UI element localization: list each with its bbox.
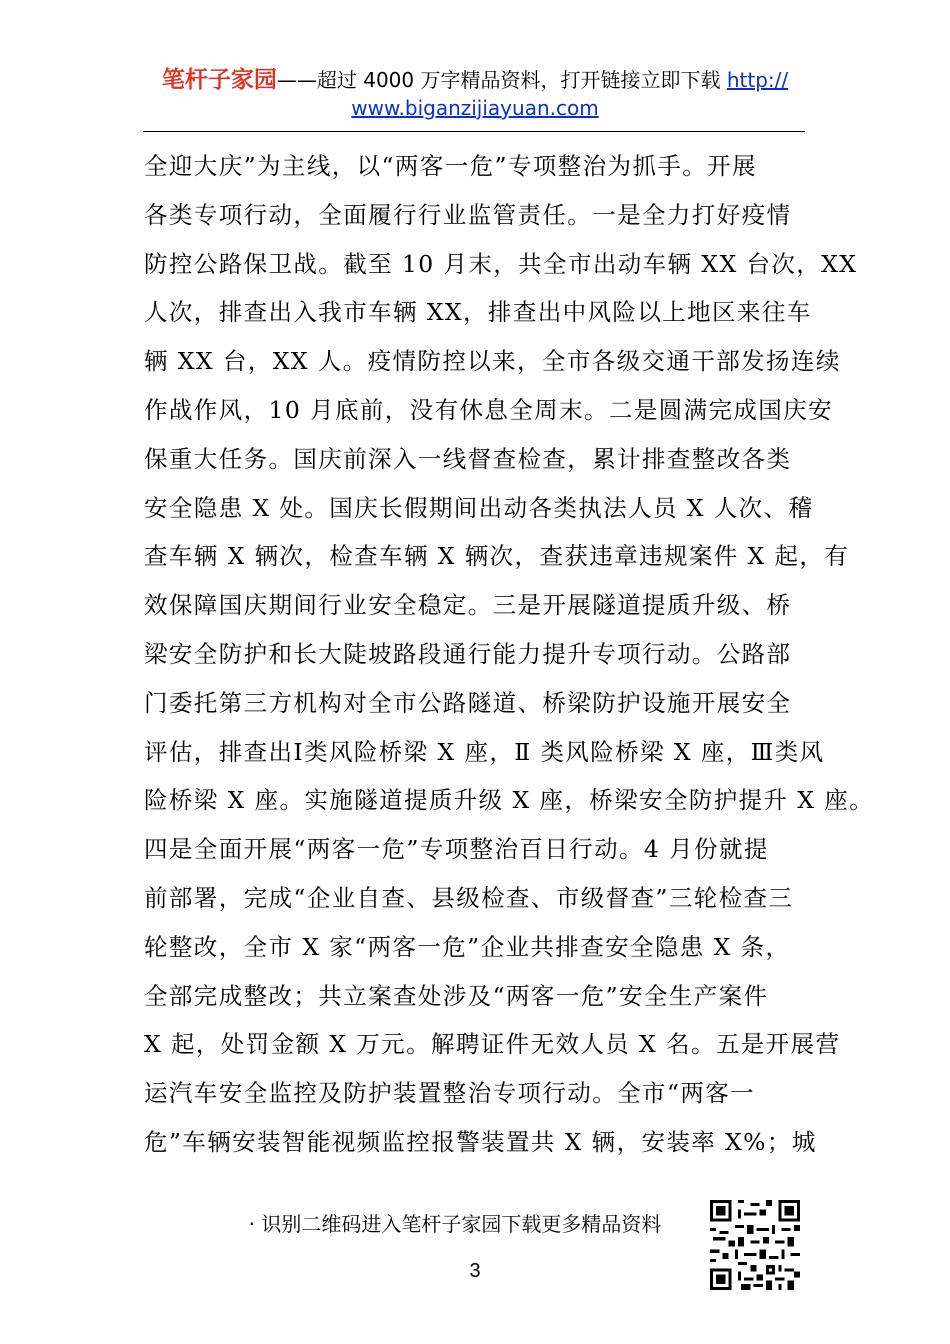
body-line: 安全隐患 X 处。国庆长假期间出动各类执法人员 X 人次、稽 [144, 493, 814, 522]
brand-name: 笔杆子家园 [161, 67, 277, 93]
download-link[interactable]: http:// [726, 68, 789, 92]
body-line: 辆 XX 台，XX 人。疫情防控以来，全市各级交通干部发扬连续 [144, 347, 841, 376]
document-body [144, 142, 875, 1167]
header-link-line [0, 95, 950, 121]
body-line: 查车辆 X 辆次，检查车辆 X 辆次，查获违章违规案件 X 起，有 [144, 542, 850, 571]
header-banner [0, 66, 950, 94]
body-line: 四是全面开展“两客一危”专项整治百日行动。4 月份就提 [144, 835, 769, 864]
body-line: 作战作风，10 月底前，没有休息全周末。二是圆满完成国庆安 [144, 395, 833, 424]
footer-text: · 识别二维码进入笔杆子家园下载更多精品资料 [248, 1212, 662, 1236]
body-line: 效保障国庆期间行业安全稳定。三是开展隧道提质升级、桥 [144, 591, 792, 620]
body-line: 险桥梁 X 座。实施隧道提质升级 X 座，桥梁安全防护提升 X 座。 [144, 786, 875, 815]
body-line: 运汽车安全监控及防护装置整治专项行动。全市“两客一 [144, 1079, 756, 1108]
body-line: 梁安全防护和长大陡坡路段通行能力提升专项行动。公路部 [144, 639, 792, 668]
body-line: 评估，排查出Ⅰ类风险桥梁 X 座，Ⅱ 类风险桥梁 X 座，Ⅲ类风 [144, 737, 825, 766]
body-line: 全迎大庆”为主线，以“两客一危”专项整治为抓手。开展 [144, 152, 757, 180]
body-line: 保重大任务。国庆前深入一线督查检查，累计排查整改各类 [144, 444, 792, 473]
page-number: 3 [469, 1260, 481, 1282]
body-line: 人次，排查出入我市车辆 XX，排查出中风险以上地区来往车 [144, 298, 812, 327]
qr-code-icon[interactable] [710, 1200, 800, 1290]
body-line: X 起，处罚金额 X 万元。解聘证件无效人员 X 名。五是开展营 [144, 1030, 841, 1059]
body-line: 危”车辆安装智能视频监控报警装置共 X 辆，安装率 X%；城 [144, 1127, 817, 1156]
header-divider [143, 131, 805, 132]
download-link-url[interactable]: www.biganzijiayuan.com [351, 96, 599, 120]
body-line: 轮整改，全市 X 家“两客一危”企业共排查安全隐患 X 条， [144, 932, 791, 961]
body-line: 各类专项行动，全面履行行业监管责任。一是全力打好疫情 [144, 200, 792, 229]
body-line: 前部署，完成“企业自查、县级检查、市级督查”三轮检查三 [144, 883, 794, 912]
header-tagline: ——超过 4000 万字精品资料，打开链接立即下载 [276, 68, 727, 92]
body-line: 全部完成整改；共立案查处涉及“两客一危”安全生产案件 [144, 981, 769, 1010]
body-line: 门委托第三方机构对全市公路隧道、桥梁防护设施开展安全 [144, 688, 792, 717]
body-line: 防控公路保卫战。截至 10 月末，共全市出动车辆 XX 台次，XX [144, 249, 858, 278]
